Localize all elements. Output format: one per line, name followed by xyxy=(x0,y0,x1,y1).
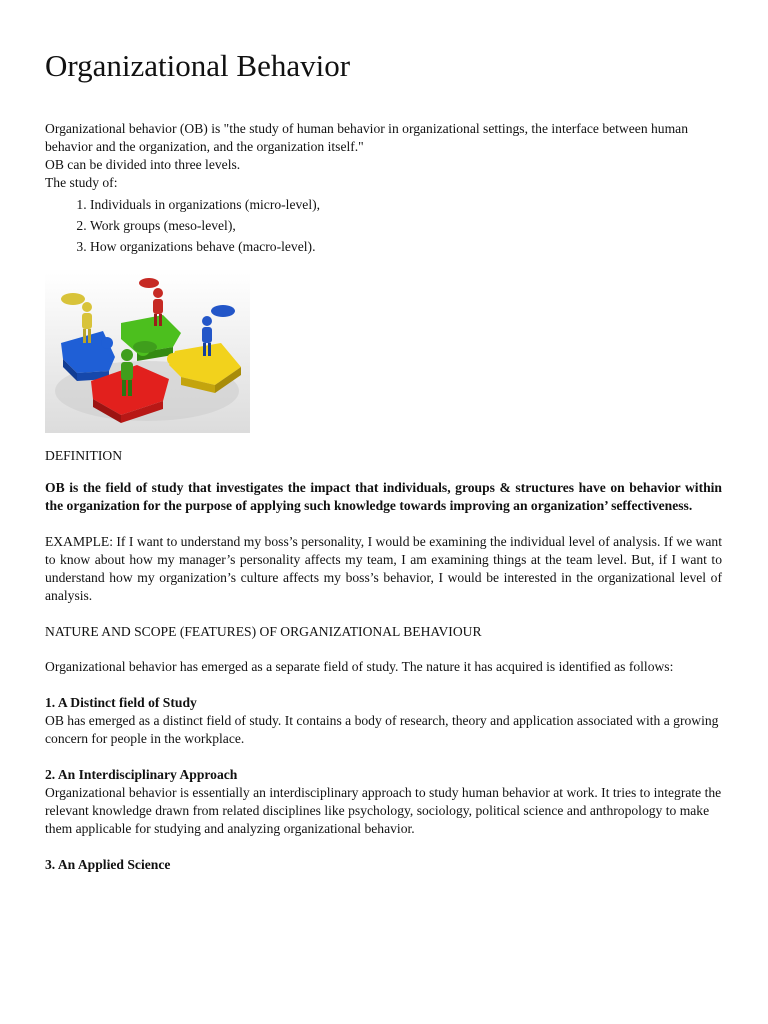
section-title: 3. An Applied Science xyxy=(45,857,171,872)
levels-list xyxy=(45,194,722,257)
study-of-label: The study of: xyxy=(45,175,118,190)
nature-intro: Organizational behavior has emerged as a separate field of study. The nature it has acquired is identified as follows: xyxy=(45,659,674,674)
section-body: OB has emerged as a distinct field of study. It contains a body of research, theory and application associated with a growing concern for people in the workplace. xyxy=(45,713,719,746)
section-title: 2. An Interdisciplinary Approach xyxy=(45,767,238,782)
document-page xyxy=(45,44,722,874)
definition-heading: DEFINITION xyxy=(45,448,123,463)
list-item: 2. Work groups (meso-level), xyxy=(90,215,722,236)
section-body: Organizational behavior is essentially an interdisciplinary approach to study human behavior at work. It tries to integrate the relevant knowledge drawn from related disciplines like psychology, sociology, political science and anthropology to make them applicable for studying and analyzing organizational behavior. xyxy=(45,785,722,836)
puzzle-people-illustration xyxy=(45,273,250,433)
page-title: Organizational Behavior xyxy=(45,48,351,83)
ob-definition-intro: Organizational behavior (OB) is "the study of human behavior in organizational settings, the interface between human behavior and the organization, and the organization itself." xyxy=(45,121,689,154)
section-title: 1. A Distinct field of Study xyxy=(45,695,197,710)
example-text: EXAMPLE: If I want to understand my boss’s personality, I would be examining the individual level of analysis. If we want to know about how my manager’s personality affects my team, I am examining things at the team level. But, if I want to understand how my organization’s culture affects my boss’s behavior, I would be interested in the organizational level of analysis. xyxy=(45,534,722,603)
list-item: 1. Individuals in organizations (micro-level), xyxy=(90,194,722,215)
ob-levels-text: OB can be divided into three levels. xyxy=(45,157,241,172)
definition-text: OB is the field of study that investigates the impact that individuals, groups & structures have on behavior within the organization for the purpose of applying such knowledge towards improving an organization’ seffectiveness. xyxy=(45,480,722,513)
list-item: 3. How organizations behave (macro-level). xyxy=(90,236,722,257)
nature-heading: NATURE AND SCOPE (FEATURES) OF ORGANIZATIONAL BEHAVIOUR xyxy=(45,624,482,639)
